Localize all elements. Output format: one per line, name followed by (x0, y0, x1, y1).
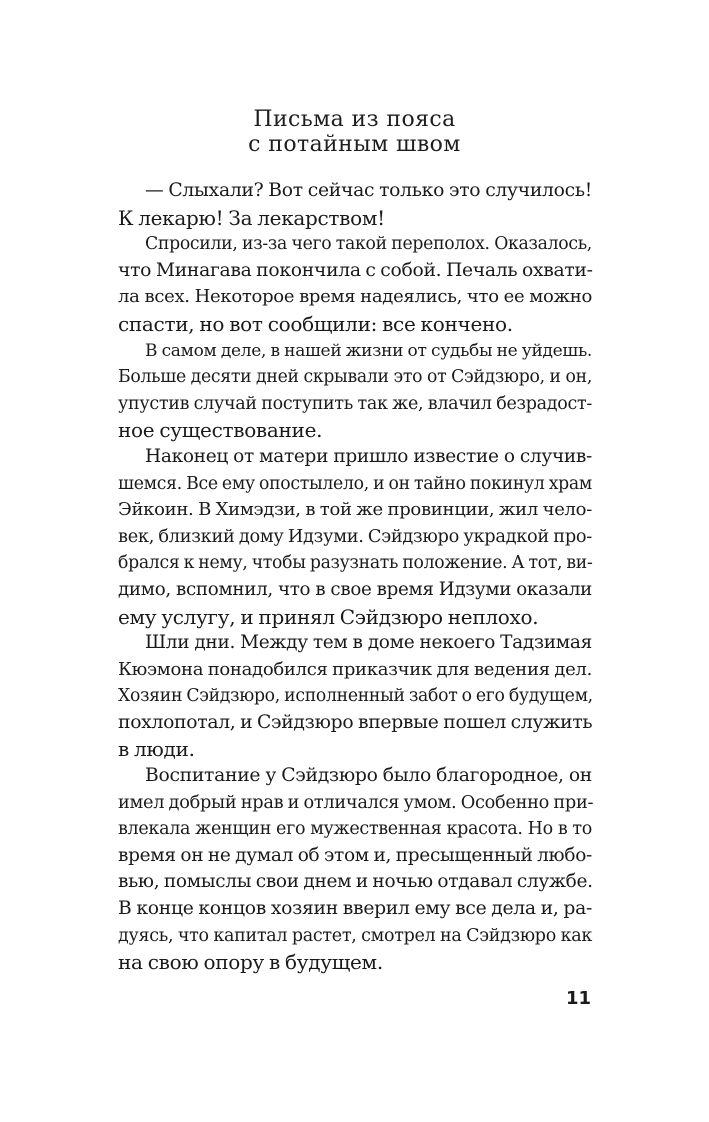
body-text (118, 178, 592, 976)
text-line: похлопотал, и Сэйдзюро впервые пошел служить (118, 711, 593, 733)
text-line: Шли дни. Между тем в доме некоего Тадзимая (145, 632, 592, 654)
text-line: век, близкий дому Идзуми. Сэйдзюро украдкой про- (118, 526, 592, 547)
chapter-title-line-1: Письма из пояса (253, 107, 456, 132)
text-line: Спросили, из-за чего такой переполох. Оказалось, (145, 234, 592, 255)
text-line: в люди. (118, 737, 195, 762)
text-line: упустив случай поступить так же, влачил безрадост- (118, 393, 592, 414)
text-line: Наконец от матери пришло известие о случив- (145, 445, 592, 467)
text-line: — Слыхали? Вот сейчас только это случилось! (145, 180, 592, 201)
text-line: имел добрый нрав и отличался умом. Особенно при- (118, 792, 594, 813)
text-line: димо, вспомнил, что в свое время Идзуми оказали (118, 578, 592, 600)
text-line: шемся. Все ему опостылело, и он тайно покинул храм (118, 473, 592, 494)
text-line: Воспитание у Сэйдзюро было благородное, он (145, 765, 592, 787)
text-line: влекала женщин его мужественная красота. Но в то (118, 819, 592, 840)
text-line: ему услугу, и принял Сэйдзюро неплохо. (118, 604, 539, 629)
text-line: спасти, но вот сообщили: все кончено. (118, 311, 513, 336)
text-line: В самом деле, в нашей жизни от судьбы не уйдешь. (145, 340, 592, 361)
text-line: дуясь, что капитал растет, смотрел на Сэйдзюро как (118, 925, 592, 946)
text-line: ное существование. (118, 418, 323, 443)
text-line: К лекарю! За лекарством! (118, 205, 385, 230)
text-line: В конце концов хозяин вверил ему все дела и, ра- (118, 898, 592, 920)
text-line: время он не думал об этом и, пресыщенный любо- (118, 844, 592, 866)
text-line: Хозяин Сэйдзюро, исполненный забот о его будущем, (118, 686, 593, 707)
text-line: что Минагава покончила с собой. Печаль охвати- (118, 259, 593, 281)
text-line: ла всех. Некоторое время надеялись, что ее можно (118, 286, 592, 308)
chapter-title-line-2: с потайным швом (248, 132, 461, 157)
text-line: на свою опору в будущем. (118, 950, 383, 975)
text-line: брался к нему, чтобы разузнать положение. А тот, ви- (118, 553, 593, 574)
text-line: вью, помыслы свои днем и ночью отдавал службе. (118, 871, 593, 893)
text-line: Кюэмона понадобился приказчик для ведения дел. (118, 658, 592, 680)
page-number: 11 (565, 988, 591, 1009)
text-line: Больше десяти дней скрывали это от Сэйдзюро, и он, (118, 367, 592, 388)
text-line: Эйкоин. В Химэдзи, в той же провинции, жил чело- (118, 499, 592, 521)
